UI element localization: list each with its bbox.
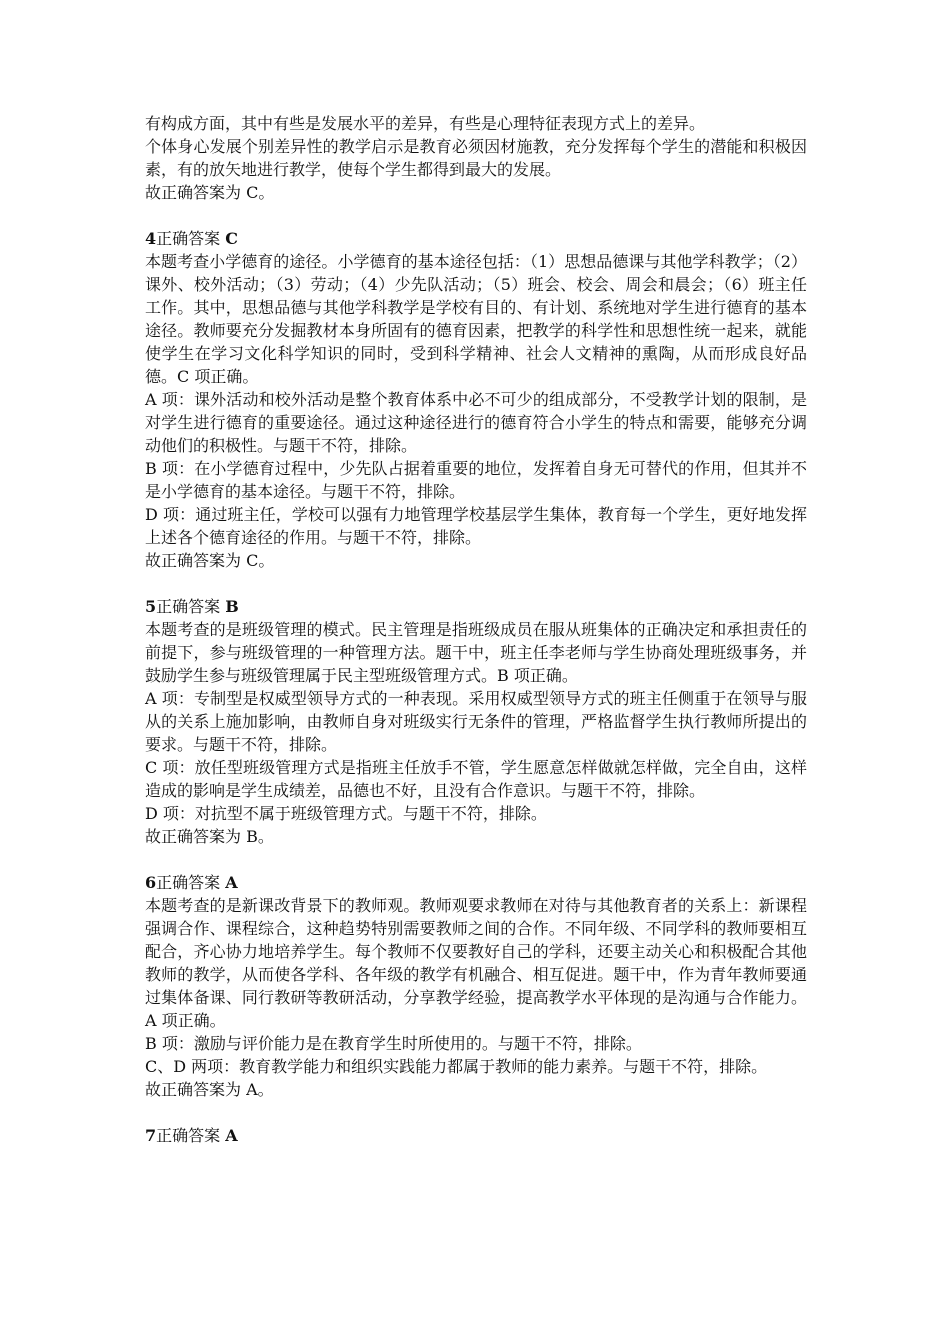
question-number: 6	[145, 873, 157, 892]
paragraph: 故正确答案为 C。	[145, 551, 275, 570]
paragraph: 有构成方面，其中有些是发展水平的差异，有些是心理特征表现方式上的差异。	[145, 114, 706, 133]
paragraph: B 项：激励与评价能力是在教育学生时所使用的。与题干不符，排除。	[145, 1034, 642, 1053]
paragraph: 本题考查小学德育的途径。小学德育的基本途径包括：（1）思想品德课与其他学科教学；（2）课外、校外活动；（3）劳动；（4）少先队活动；（5）班会、校会、周会和晨会；（6）班主任工作。其中，思想品德与其他学科教学是学校有目的、有计划、系统地对学生进行德育的基本途径。教师要充分发掘教材本身所固有的德育因素，把教学的科学性和思想性统一起来，就能使学生在学习文化科学知识的同时，受到科学精神、社会人文精神的熏陶，从而形成良好品德。C 项正确。	[145, 252, 807, 386]
answer-label: 正确答案	[156, 597, 221, 616]
question-5-section	[145, 595, 807, 848]
answer-heading	[145, 227, 807, 250]
question-4-section	[145, 227, 807, 572]
question-number: 4	[145, 229, 157, 248]
answer-label: 正确答案	[156, 873, 221, 892]
question-number: 7	[145, 1126, 157, 1145]
paragraph: 本题考查的是新课改背景下的教师观。教师观要求教师在对待与其他教育者的关系上：新课程强调合作、课程综合，这种趋势特别需要教师之间的合作。不同年级、不同学科的教师要相互配合，齐心协力地培养学生。每个教师不仅要教好自己的学科，还要主动关心和积极配合其他教师的教学，从而使各学科、各年级的教学有机融合、相互促进。题干中，作为青年教师要通过集体备课、同行教研等教研活动，分享教学经验，提高教学水平体现的是沟通与合作能力。A 项正确。	[145, 896, 807, 1030]
paragraph: 故正确答案为 A。	[145, 1080, 274, 1099]
answer-letter: A	[225, 1126, 238, 1145]
paragraph: 故正确答案为 C。	[145, 183, 275, 202]
answer-heading	[145, 871, 807, 894]
paragraph: 个体身心发展个别差异性的教学启示是教育必须因材施教，充分发挥每个学生的潜能和积极因素，有的放矢地进行教学，使每个学生都得到最大的发展。	[145, 137, 807, 179]
question-number: 5	[145, 597, 157, 616]
paragraph: C、D 两项：教育教学能力和组织实践能力都属于教师的能力素养。与题干不符，排除。	[145, 1057, 768, 1076]
question-7-section	[145, 1124, 807, 1147]
intro-section	[145, 112, 807, 204]
paragraph: 本题考查的是班级管理的模式。民主管理是指班级成员在服从班集体的正确决定和承担责任的前提下，参与班级管理的一种管理方法。题干中，班主任李老师与学生协商处理班级事务，并鼓励学生参与班级管理属于民主型班级管理方式。B 项正确。	[145, 620, 807, 685]
answer-heading	[145, 1124, 807, 1147]
document-page	[145, 112, 807, 1147]
paragraph: C 项：放任型班级管理方式是指班主任放手不管，学生愿意怎样做就怎样做，完全自由，这样造成的影响是学生成绩差，品德也不好，且没有合作意识。与题干不符，排除。	[145, 758, 807, 800]
answer-letter: C	[225, 229, 238, 248]
answer-label: 正确答案	[156, 1126, 221, 1145]
paragraph: B 项：在小学德育过程中，少先队占据着重要的地位，发挥着自身无可替代的作用，但其并不是小学德育的基本途径。与题干不符，排除。	[145, 459, 807, 501]
paragraph: D 项：对抗型不属于班级管理方式。与题干不符，排除。	[145, 804, 547, 823]
paragraph: A 项：专制型是权威型领导方式的一种表现。采用权威型领导方式的班主任侧重于在领导与服从的关系上施加影响，由教师自身对班级实行无条件的管理，严格监督学生执行教师所提出的要求。与题干不符，排除。	[145, 689, 807, 754]
paragraph: 故正确答案为 B。	[145, 827, 274, 846]
answer-letter: A	[225, 873, 238, 892]
answer-label: 正确答案	[156, 229, 221, 248]
answer-letter: B	[225, 597, 239, 616]
question-6-section	[145, 871, 807, 1101]
paragraph: D 项：通过班主任，学校可以强有力地管理学校基层学生集体，教育每一个学生，更好地发挥上述各个德育途径的作用。与题干不符，排除。	[145, 505, 807, 547]
paragraph: A 项：课外活动和校外活动是整个教育体系中必不可少的组成部分，不受教学计划的限制，是对学生进行德育的重要途径。通过这种途径进行的德育符合小学生的特点和需要，能够充分调动他们的积极性。与题干不符，排除。	[145, 390, 807, 455]
answer-heading	[145, 595, 807, 618]
